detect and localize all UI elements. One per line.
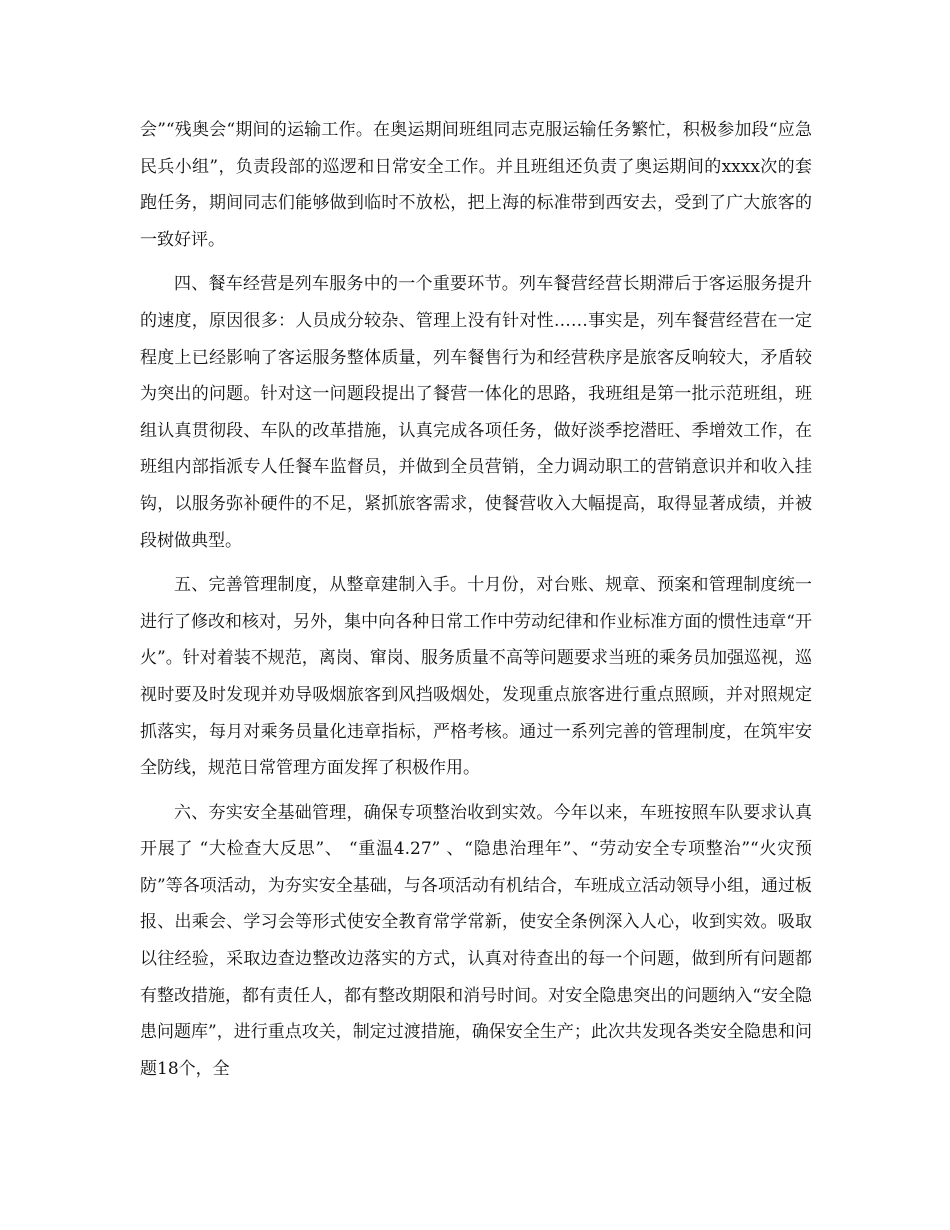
paragraph-4: 六、夯实安全基础管理，确保专项整治收到实效。今年以来，车班按照车队要求认真开展了 “大检查大反思”、 “重温4.27” 、“隐患治理年”、“劳动安全专项整治”“火灾预防”等各项活动，为夯实安全基础，与各项活动有机结合，车班成立活动领导小组，通过板报、出乘会、学习会等形式使安全教育常学常新，使安全条例深入人心，收到实效。吸取以往经验，采取边查边整改边落实的方式，认真对待查出的每一个问题，做到所有问题都有整改措施，都有责任人，都有整改期限和消号时间。对安全隐患突出的问题纳入“安全隐患问题库”，进行重点攻关，制定过渡措施，确保安全生产；此次共发现各类安全隐患和问题18个，全: [140, 802, 812, 1079]
paragraph-3: 五、完善管理制度，从整章建制入手。十月份，对台账、规章、预案和管理制度统一进行了修改和核对，另外，集中向各种日常工作中劳动纪律和作业标准方面的惯性违章“开火”。针对着装不规范，离岗、窜岗、服务质量不高等问题要求当班的乘务员加强巡视，巡视时要及时发现并劝导吸烟旅客到风挡吸烟处，发现重点旅客进行重点照顾，并对照规定抓落实，每月对乘务员量化违章指标，严格考核。通过一系列完善的管理制度，在筑牢安全防线，规范日常管理方面发挥了积极作用。: [140, 575, 812, 779]
document-body: [140, 112, 812, 1095]
paragraph-1: 会”“残奥会“期间的运输工作。在奥运期间班组同志克服运输任务繁忙，积极参加段“应急民兵小组”，负责段部的巡逻和日常安全工作。并且班组还负责了奥运期间的xxxx次的套跑任务，期间同志们能够做到临时不放松，把上海的标准带到西安去，受到了广大旅客的一致好评。: [140, 120, 812, 250]
paragraph-2: 四、餐车经营是列车服务中的一个重要环节。列车餐营经营长期滞后于客运服务提升的速度，原因很多：人员成分较杂、管理上没有针对性……事实是，列车餐营经营在一定程度上已经影响了客运服务整体质量，列车餐售行为和经营秩序是旅客反响较大，矛盾较为突出的问题。针对这一问题段提出了餐营一体化的思路，我班组是第一批示范班组，班组认真贯彻段、车队的改革措施，认真完成各项任务，做好淡季挖潜旺、季增效工作，在班组内部指派专人任餐车监督员，并做到全员营销，全力调动职工的营销意识并和收入挂钩，以服务弥补硬件的不足，紧抓旅客需求，使餐营收入大幅提高，取得显著成绩，并被段树做典型。: [140, 274, 812, 551]
